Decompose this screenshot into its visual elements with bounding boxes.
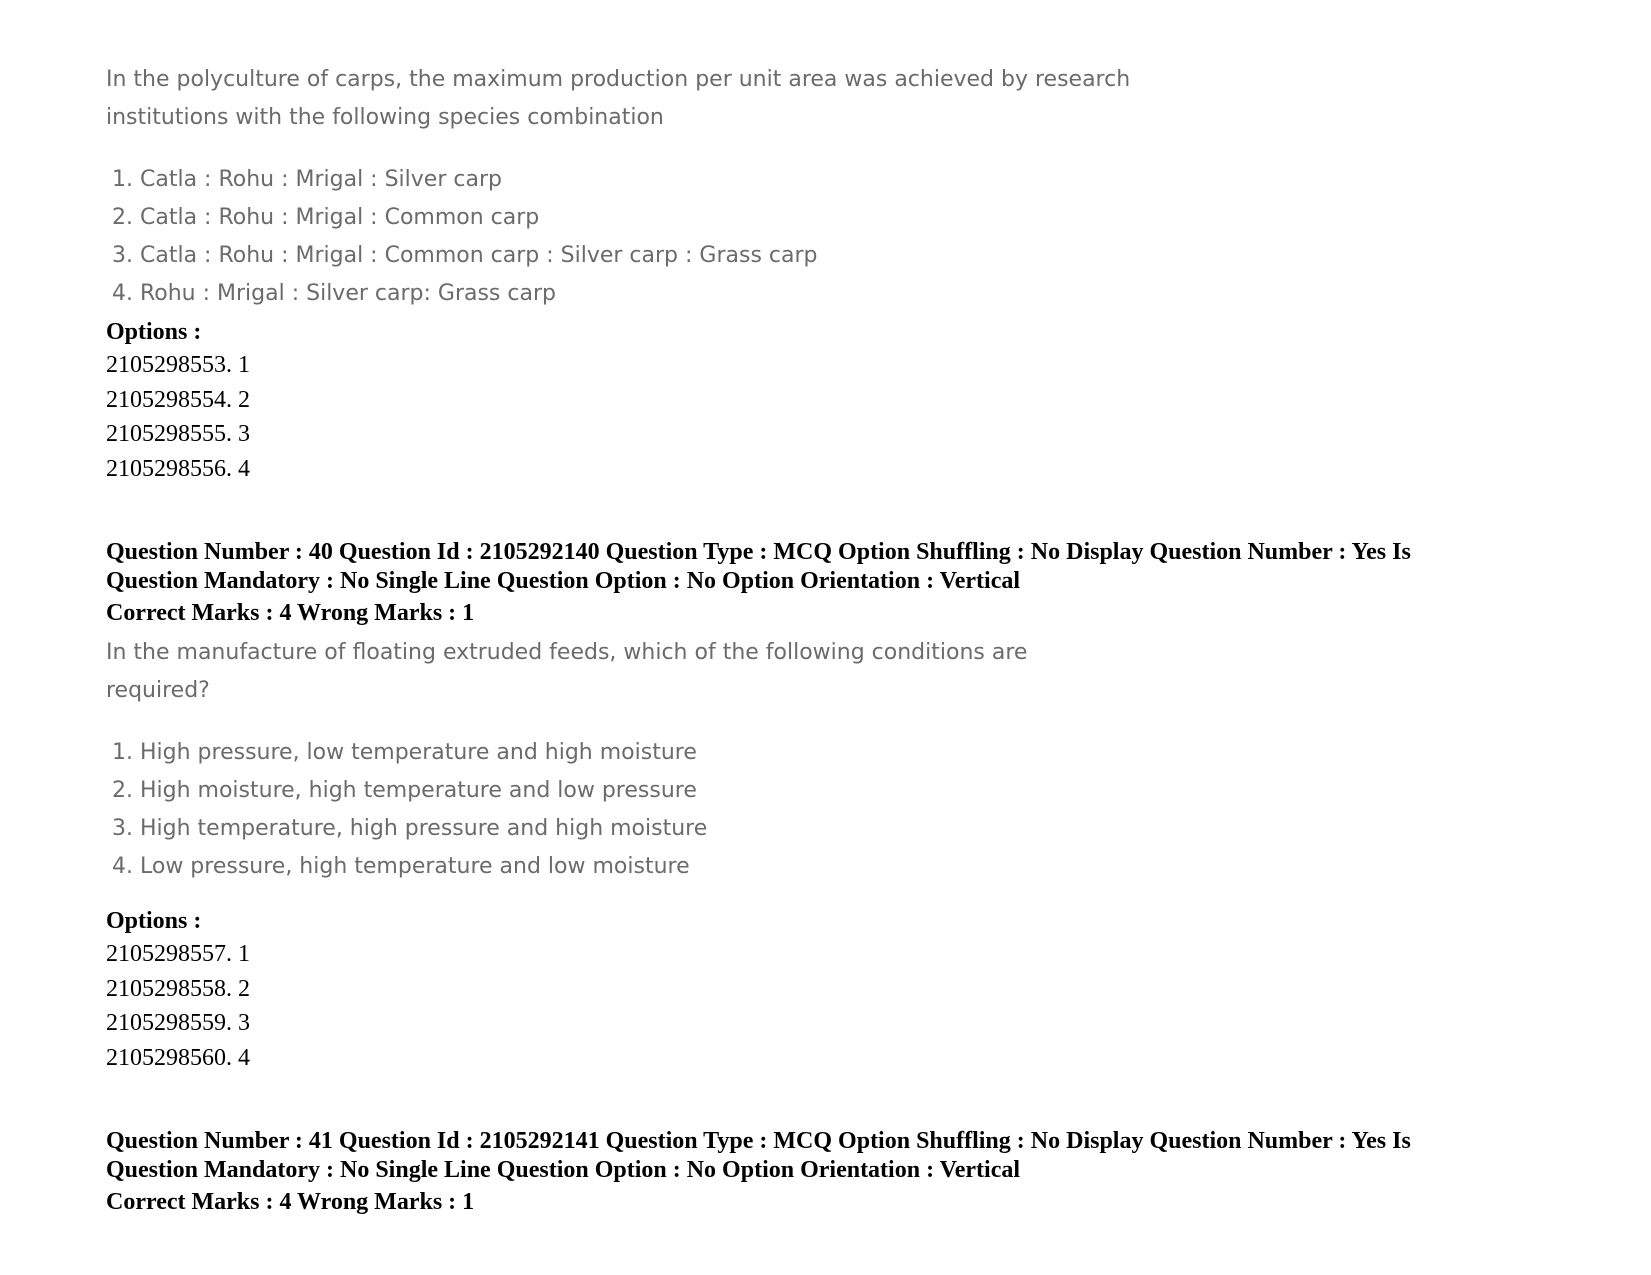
- q41-header: [106, 1127, 1546, 1219]
- q40-option-1: 2105298557. 1: [106, 941, 250, 967]
- q39-options: [106, 316, 250, 486]
- q40-choice-2: 2. High moisture, high temperature and low pressure: [112, 778, 697, 803]
- q39-choice-1: 1. Catla : Rohu : Mrigal : Silver carp: [112, 167, 502, 192]
- q41-marks: Correct Marks : 4 Wrong Marks : 1: [106, 1189, 475, 1215]
- q39-option-4: 2105298556. 4: [106, 455, 250, 482]
- q40-stem-line-2: required?: [106, 678, 210, 703]
- q41-meta-line-2: Question Mandatory : No Single Line Question Option : No Option Orientation : Vertical: [106, 1157, 1021, 1183]
- q40-options: [106, 905, 250, 1075]
- q40-choice-3: 3. High temperature, high pressure and high moisture: [112, 816, 708, 841]
- q39-choice-2: 2. Catla : Rohu : Mrigal : Common carp: [112, 205, 540, 230]
- q40-option-2: 2105298558. 2: [106, 975, 250, 1002]
- q40-marks: Correct Marks : 4 Wrong Marks : 1: [106, 600, 475, 626]
- q40-meta: [106, 538, 1546, 596]
- q39-stem-line-2: institutions with the following species combination: [106, 105, 664, 130]
- q39-choice-list: [106, 161, 818, 313]
- q40-choice-1: 1. High pressure, low temperature and high moisture: [112, 740, 697, 765]
- q40-header: [106, 538, 1546, 630]
- q39-option-1: 2105298553. 1: [106, 352, 250, 378]
- q40-options-label: Options :: [106, 908, 202, 934]
- q39-choice-3: 3. Catla : Rohu : Mrigal : Common carp : Silver carp : Grass carp: [112, 243, 818, 268]
- q39-choice-4: 4. Rohu : Mrigal : Silver carp: Grass carp: [112, 281, 556, 306]
- q39-options-label: Options :: [106, 319, 202, 345]
- q40-choice-list: [106, 734, 707, 886]
- q41-meta-line-1: Question Number : 41 Question Id : 2105292141 Question Type : MCQ Option Shuffling : No Display Question Number : Yes Is: [106, 1128, 1411, 1154]
- q39-option-2: 2105298554. 2: [106, 386, 250, 413]
- q41-meta: [106, 1127, 1546, 1185]
- q39-stem: [106, 61, 1130, 137]
- q40-option-3: 2105298559. 3: [106, 1010, 250, 1036]
- q40-meta-line-1: Question Number : 40 Question Id : 2105292140 Question Type : MCQ Option Shuffling : No Display Question Number : Yes Is: [106, 539, 1411, 565]
- q40-choice-4: 4. Low pressure, high temperature and low moisture: [112, 854, 690, 879]
- q40-stem-line-1: In the manufacture of floating extruded feeds, which of the following conditions are: [106, 640, 1028, 665]
- q40-option-4: 2105298560. 4: [106, 1044, 250, 1071]
- q40-meta-line-2: Question Mandatory : No Single Line Question Option : No Option Orientation : Vertical: [106, 568, 1021, 594]
- q40-stem: [106, 634, 1027, 710]
- q39-stem-line-1: In the polyculture of carps, the maximum production per unit area was achieved by research: [106, 67, 1131, 92]
- q39-option-3: 2105298555. 3: [106, 421, 250, 447]
